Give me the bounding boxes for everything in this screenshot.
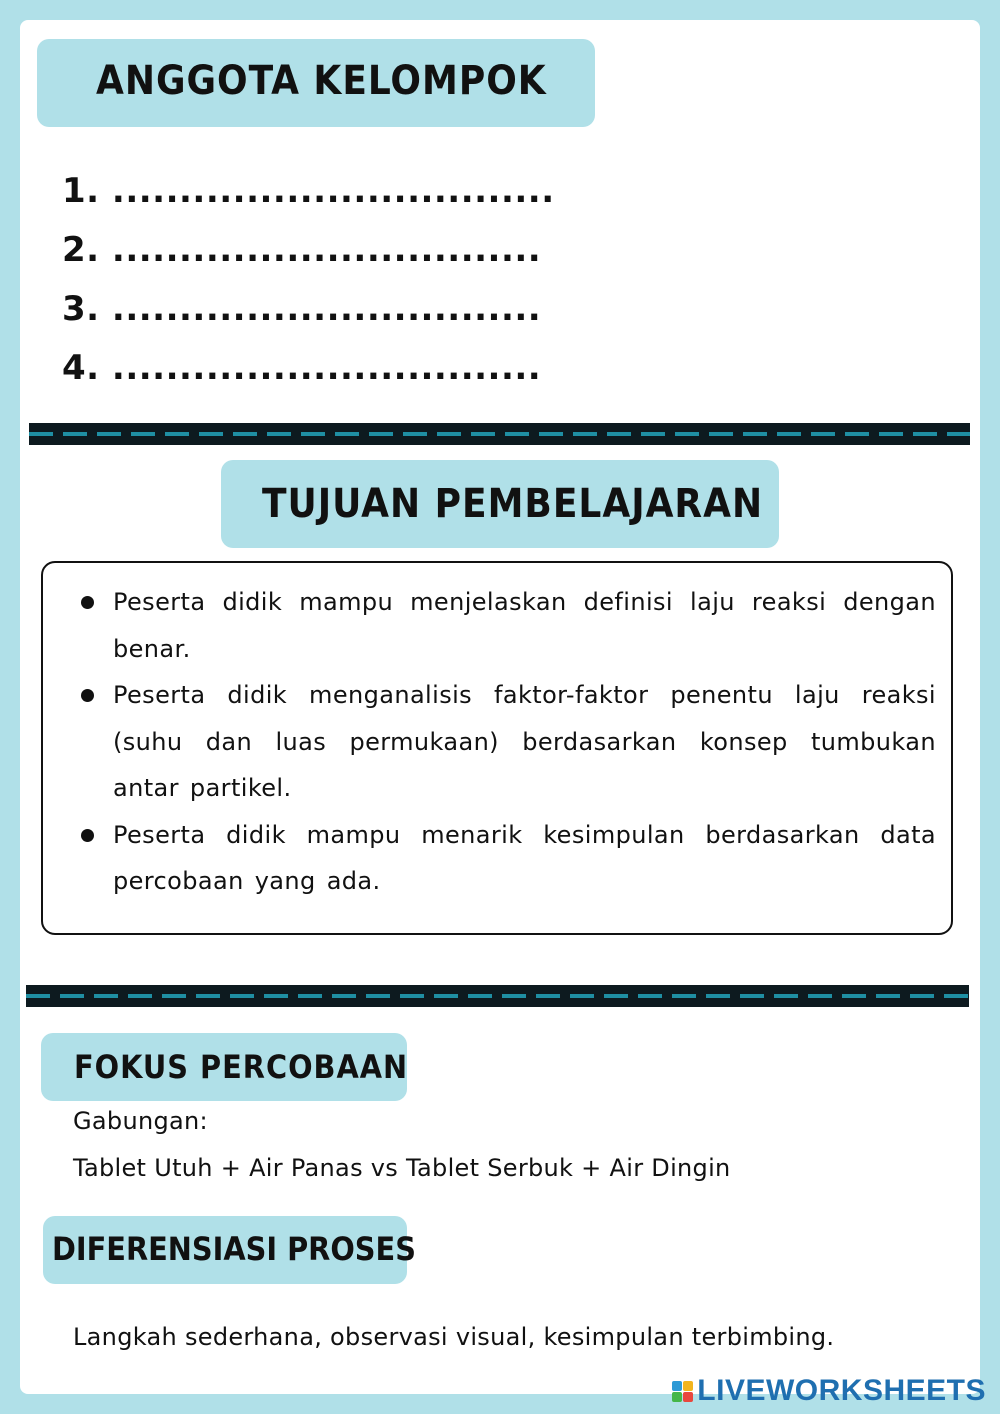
member-line-4[interactable]: 4. ................................ bbox=[62, 348, 542, 388]
bullet-icon bbox=[81, 596, 94, 609]
goal-item-3 bbox=[70, 812, 936, 905]
goal-text-2: Peserta didik menganalisis faktor-faktor penentu laju reaksi (suhu dan luas permukaan) berdasarkan konsep tumbukan antar partikel. bbox=[113, 681, 936, 802]
diff-title: DIFERENSIASI PROSES bbox=[52, 1230, 416, 1268]
goal-text-3: Peserta didik mampu menarik kesimpulan berdasarkan data percobaan yang ada. bbox=[113, 820, 936, 895]
focus-label: Gabungan: bbox=[73, 1107, 208, 1135]
goal-item-2 bbox=[70, 672, 936, 812]
focus-comparison: Tablet Utuh + Air Panas vs Tablet Serbuk + Air Dingin bbox=[73, 1154, 731, 1182]
goals-list bbox=[70, 579, 936, 905]
liveworksheets-logo[interactable] bbox=[672, 1374, 986, 1408]
member-line-1[interactable]: 1. ................................. bbox=[62, 171, 555, 211]
focus-title: FOKUS PERCOBAAN bbox=[74, 1048, 409, 1086]
bullet-icon bbox=[81, 689, 94, 702]
liveworksheets-logo-icon bbox=[672, 1381, 693, 1402]
member-line-2[interactable]: 2. ................................ bbox=[62, 230, 542, 270]
section-divider bbox=[26, 985, 969, 1007]
bullet-icon bbox=[81, 829, 94, 842]
section-divider bbox=[29, 423, 970, 445]
member-list bbox=[62, 162, 555, 398]
member-line-3[interactable]: 3. ................................ bbox=[62, 289, 542, 329]
diff-text: Langkah sederhana, observasi visual, kesimpulan terbimbing. bbox=[73, 1323, 835, 1351]
members-title: ANGGOTA KELOMPOK bbox=[96, 58, 547, 104]
goal-item-1 bbox=[70, 579, 936, 672]
goal-text-1: Peserta didik mampu menjelaskan definisi laju reaksi dengan benar. bbox=[113, 588, 936, 663]
goals-title: TUJUAN PEMBELAJARAN bbox=[262, 481, 764, 527]
logo-text: LIVEWORKSHEETS bbox=[697, 1374, 986, 1407]
